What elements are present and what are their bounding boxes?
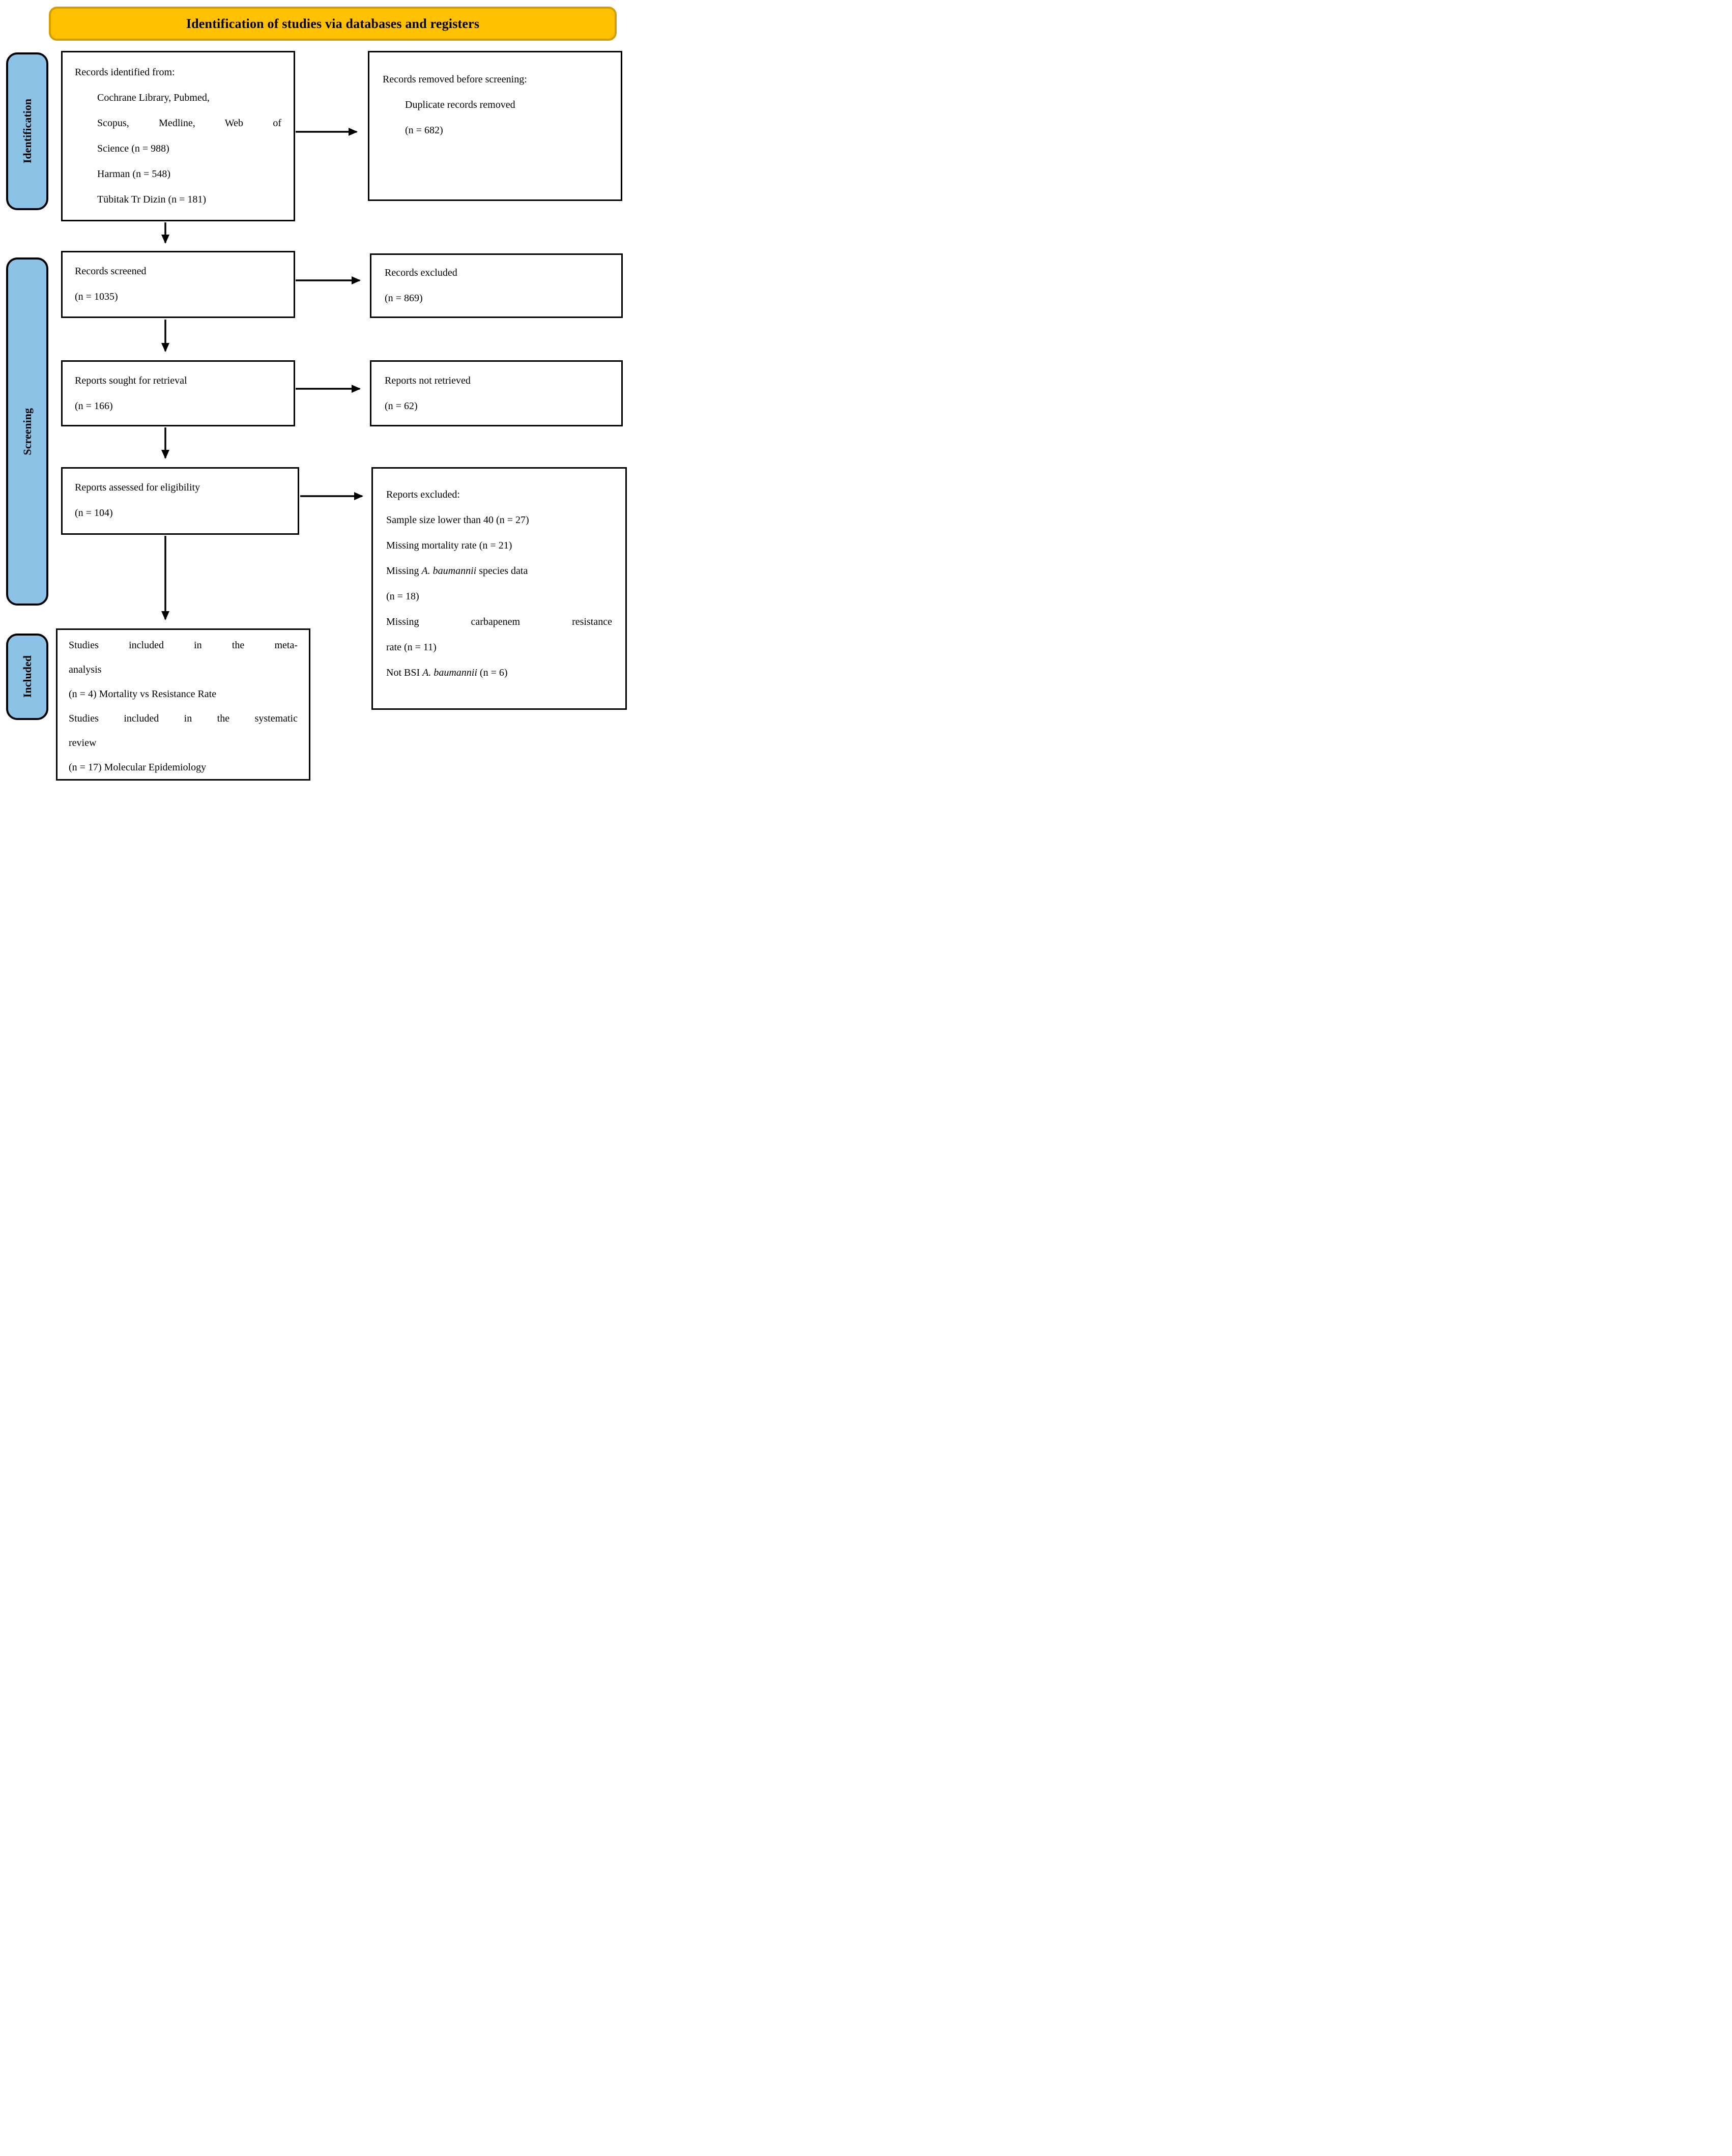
- reports-assessed-line: (n = 104): [75, 507, 113, 519]
- studies-included-line: analysis: [69, 664, 102, 675]
- studies-included-line: review: [69, 737, 97, 749]
- reports-not-retrieved-line: (n = 62): [385, 400, 418, 412]
- reports-not-retrieved-line: Reports not retrieved: [385, 375, 471, 386]
- reports-excluded-line: Missing carbapenem resistance: [386, 616, 612, 627]
- reports-excluded-line: [386, 660, 612, 685]
- records-removed-title: Records removed before screening:: [383, 74, 527, 85]
- text-segment: species data: [476, 565, 528, 577]
- box-records-removed: [368, 51, 622, 201]
- species-name-italic: A. baumannii: [422, 667, 477, 678]
- prisma-flow-diagram: [0, 0, 631, 785]
- reports-excluded-line: rate (n = 11): [386, 642, 437, 653]
- records-identified-title: Records identified from:: [75, 67, 175, 78]
- text-segment: Missing: [386, 565, 422, 577]
- reports-assessed-line: Reports assessed for eligibility: [75, 482, 200, 493]
- box-records-identified: [61, 51, 295, 221]
- banner: [49, 7, 617, 41]
- box-reports-not-retrieved: [370, 360, 623, 426]
- reports-excluded-line: Missing mortality rate (n = 21): [386, 540, 512, 551]
- stage-label-identification-text: Identification: [20, 99, 34, 164]
- reports-sought-line: (n = 166): [75, 400, 113, 412]
- records-removed-line: Duplicate records removed: [405, 99, 515, 110]
- text-segment: Not BSI: [386, 667, 423, 678]
- studies-included-line: Studies included in the systematic: [69, 713, 298, 724]
- records-identified-line: Harman (n = 548): [97, 168, 171, 180]
- records-screened-line: (n = 1035): [75, 291, 118, 302]
- box-reports-assessed: [61, 467, 299, 535]
- studies-included-line: Studies included in the meta-: [69, 640, 298, 651]
- records-screened-line: Records screened: [75, 266, 147, 277]
- box-studies-included: [56, 628, 310, 781]
- reports-excluded-title: Reports excluded:: [386, 489, 460, 500]
- text-segment: (n = 6): [477, 667, 508, 678]
- records-excluded-line: (n = 869): [385, 293, 423, 304]
- stage-label-included: [6, 634, 48, 720]
- stage-label-screening: [6, 257, 48, 606]
- studies-included-line: (n = 17) Molecular Epidemiology: [69, 762, 207, 773]
- box-records-excluded: [370, 253, 623, 318]
- records-excluded-line: Records excluded: [385, 267, 457, 278]
- stage-label-included-text: Included: [20, 655, 34, 698]
- box-records-screened: [61, 251, 295, 318]
- box-reports-excluded: [371, 467, 627, 710]
- stage-label-identification: [6, 52, 48, 210]
- species-name-italic: A. baumannii: [421, 565, 477, 577]
- records-identified-line: Scopus, Medline, Web of: [97, 118, 281, 129]
- records-identified-line: Cochrane Library, Pubmed,: [97, 92, 210, 103]
- records-identified-line: Tübitak Tr Dizin (n = 181): [97, 194, 207, 205]
- studies-included-line: (n = 4) Mortality vs Resistance Rate: [69, 688, 217, 700]
- reports-excluded-line: [386, 558, 612, 584]
- reports-excluded-line: (n = 18): [386, 591, 419, 602]
- reports-sought-line: Reports sought for retrieval: [75, 375, 187, 386]
- records-identified-line: Science (n = 988): [97, 143, 169, 154]
- stage-label-screening-text: Screening: [20, 408, 34, 455]
- banner-title: Identification of studies via databases and registers: [186, 16, 480, 31]
- records-removed-line: (n = 682): [405, 125, 443, 136]
- box-reports-sought: [61, 360, 295, 426]
- reports-excluded-line: Sample size lower than 40 (n = 27): [386, 514, 529, 526]
